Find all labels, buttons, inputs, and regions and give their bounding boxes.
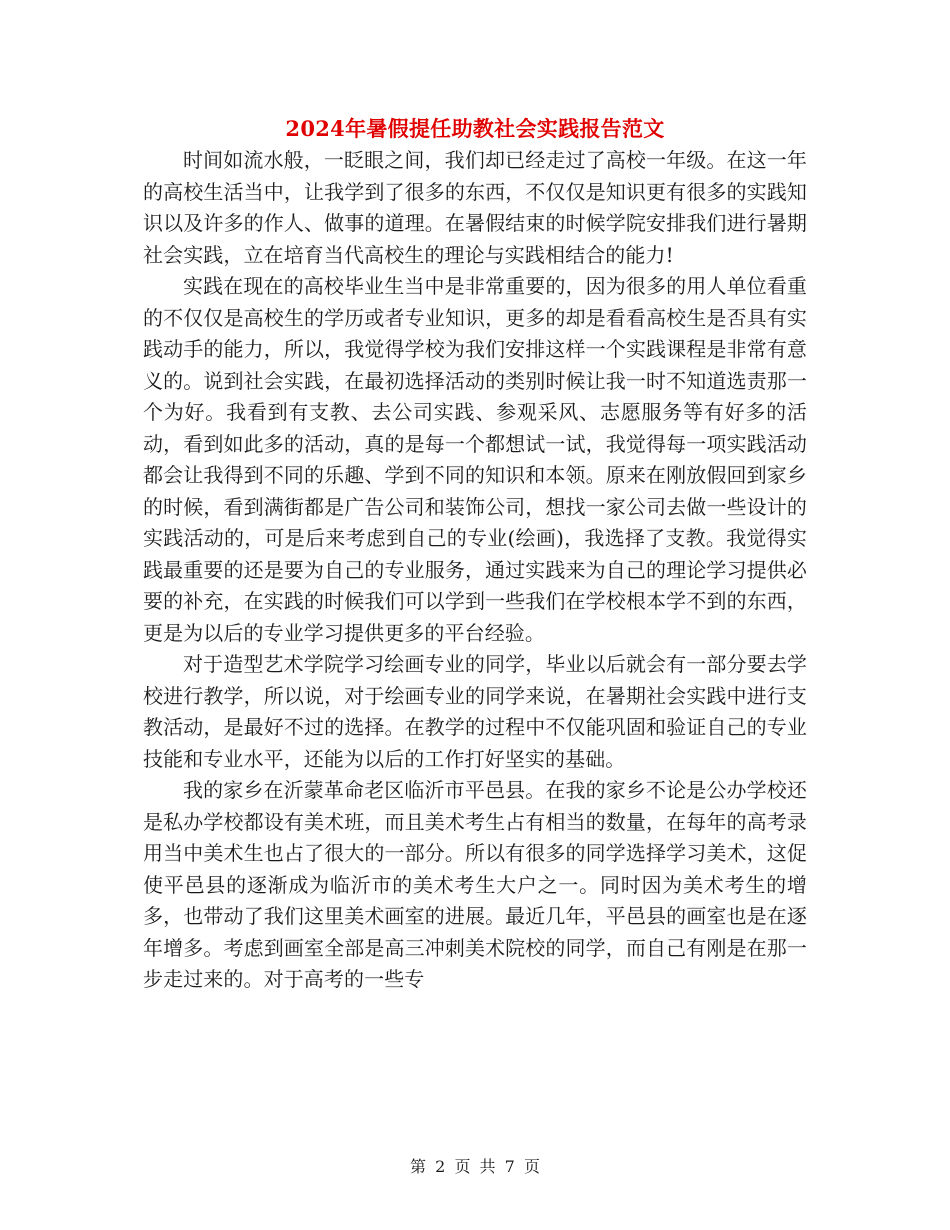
footer-suffix: 页 [523, 1157, 540, 1176]
paragraph: 时间如流水般，一眨眼之间，我们却已经走过了高校一年级。在这一年的高校生活当中，让我学到了很多的东西，不仅仅是知识更有很多的实践知识以及许多的作人、做事的道理。在暑假结束的时候学院安排我们进行暑期社会实践，立在培育当代高校生的理论与实践相结合的能力! [143, 148, 807, 267]
footer-page-label: 页 [454, 1157, 471, 1176]
paragraph: 对于造型艺术学院学习绘画专业的同学，毕业以后就会有一部分要去学校进行教学，所以说，对于绘画专业的同学来说，在暑期社会实践中进行支教活动，是最好不过的选择。在教学的过程中不仅能巩固和验证自己的专业技能和专业水平，还能为以后的工作打好坚实的基础。 [143, 652, 807, 771]
page-footer [0, 1154, 950, 1177]
footer-prefix: 第 [410, 1157, 427, 1176]
document-title: 2024年暑假提任助教社会实践报告范文 [285, 116, 665, 141]
footer-current-page: 2 [435, 1157, 446, 1176]
paragraph: 我的家乡在沂蒙革命老区临沂市平邑县。在我的家乡不论是公办学校还是私办学校都设有美术班，而且美术考生占有相当的数量，在每年的高考录用当中美术生也占了很大的一部分。所以有很多的同学选择学习美术，这促使平邑县的逐渐成为临沂市的美术考生大户之一。同时因为美术考生的增多，也带动了我们这里美术画室的进展。最近几年，平邑县的画室也是在逐年增多。考虑到画室全部是高三冲刺美术院校的同学，而自己有刚是在那一步走过来的。对于高考的一些专 [143, 778, 807, 991]
footer-total-pages: 7 [504, 1157, 515, 1176]
paragraph: 实践在现在的高校毕业生当中是非常重要的，因为很多的用人单位看重的不仅仅是高校生的学历或者专业知识，更多的却是看看高校生是否具有实践动手的能力，所以，我觉得学校为我们安排这样一个实践课程是非常有意义的。说到社会实践，在最初选择活动的类别时候让我一时不知道选责那一个为好。我看到有支教、去公司实践、参观采风、志愿服务等有好多的活动，看到如此多的活动，真的是每一个都想试一试，我觉得每一项实践活动都会让我得到不同的乐趣、学到不同的知识和本领。原来在刚放假回到家乡的时候，看到满街都是广告公司和装饰公司，想找一家公司去做一些设计的实践活动的，可是后来考虑到自己的专业(绘画)，我选择了支教。我觉得实践最重要的还是要为自己的专业服务，通过实践来为自己的理论学习提供必要的补充，在实践的时候我们可以学到一些我们在学校根本学不到的东西，更是为以后的专业学习提供更多的平台经验。 [143, 274, 807, 645]
footer-total-label: 共 [479, 1157, 496, 1176]
document-body [143, 145, 807, 996]
